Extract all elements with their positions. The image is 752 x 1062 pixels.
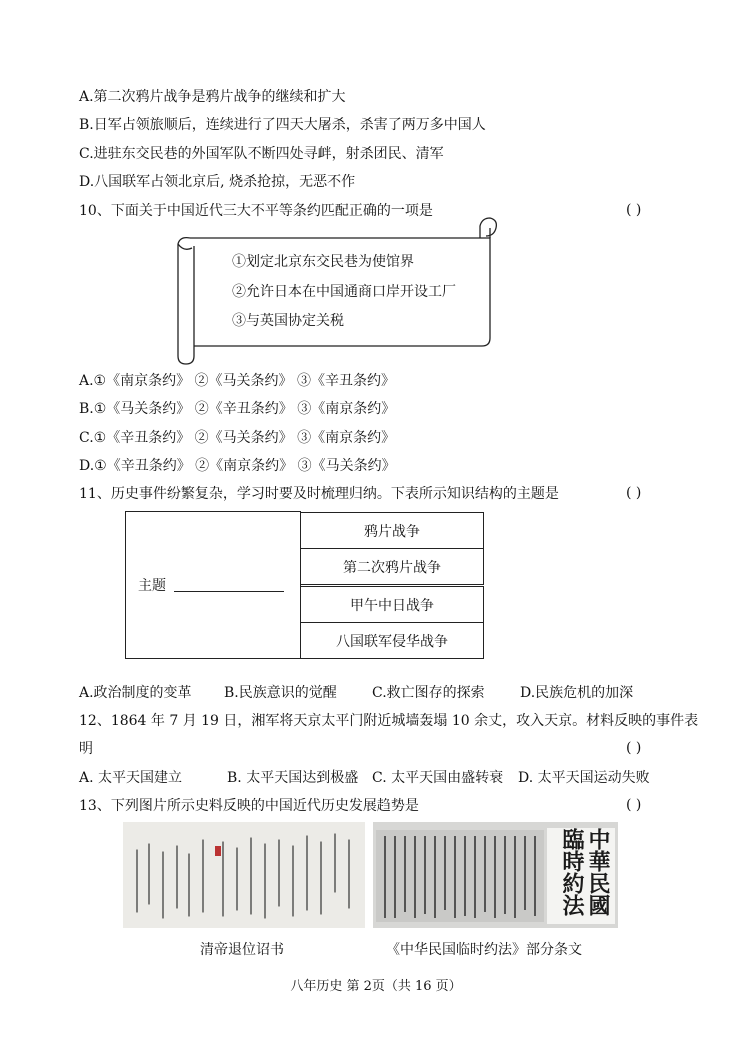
q10-option-a: A.①《南京条约》 ②《马关条约》 ③《辛丑条约》	[79, 373, 396, 389]
q9-option-a: A.第二次鸦片战争是鸦片战争的继续和扩大	[79, 89, 346, 105]
event-cell-3: 甲午中日战争	[300, 586, 484, 623]
q12-answer-paren: ( )	[626, 740, 642, 756]
q11-option-c: C.救亡图存的探索	[372, 685, 485, 701]
caption-provisional-constitution: 《中华民国临时约法》部分条文	[386, 942, 582, 958]
theme-blank-line	[174, 591, 284, 592]
event-cell-1: 鸦片战争	[300, 512, 484, 549]
q10-option-b: B.①《马关条约》 ②《辛丑条约》 ③《南京条约》	[79, 401, 396, 417]
q12-option-d: D. 太平天国运动失败	[518, 770, 650, 786]
q9-option-d: D.八国联军占领北京后, 烧杀抢掠，无恶不作	[79, 174, 356, 190]
q11-answer-paren: ( )	[626, 485, 642, 501]
q11-stem: 11、历史事件纷繁复杂，学习时要及时梳理归纳。下表所示知识结构的主题是	[79, 486, 559, 502]
q11-option-b: B.民族意识的觉醒	[224, 685, 337, 701]
q13-answer-paren: ( )	[626, 797, 642, 813]
q12-stem-line1: 12、1864 年 7 月 19 日，湘军将天京太平门附近城墙轰塌 10 余丈，攻入天京。材料反映的事件表	[79, 713, 699, 729]
q10-option-c: C.①《辛丑条约》 ②《马关条约》 ③《南京条约》	[79, 430, 396, 446]
caption-abdication-edict: 清帝退位诏书	[200, 942, 284, 958]
theme-cell	[125, 511, 301, 659]
scroll-item-3: ③与英国协定关税	[232, 313, 344, 329]
q13-stem: 13、下列图片所示史料反映的中国近代历史发展趋势是	[79, 798, 419, 814]
q11-option-d: D.民族危机的加深	[520, 685, 634, 701]
q11-option-a: A.政治制度的变革	[79, 685, 192, 701]
q10-option-d: D.①《辛丑条约》 ②《南京条约》 ③《马关条约》	[79, 458, 396, 474]
q12-option-c: C. 太平天国由盛转衰	[372, 770, 504, 786]
q12-option-a: A. 太平天国建立	[79, 770, 183, 786]
q9-option-c: C.进驻东交民巷的外国军队不断四处寻衅，射杀团民、清军	[79, 146, 444, 162]
abdication-edict-image	[123, 822, 365, 928]
scroll-item-2: ②允许日本在中国通商口岸开设工厂	[232, 284, 456, 300]
q9-option-b: B.日军占领旅顺后，连续进行了四天大屠杀，杀害了两万多中国人	[79, 117, 486, 133]
theme-label: 主题	[138, 578, 166, 594]
event-cell-4: 八国联军侵华战争	[300, 622, 484, 659]
provisional-constitution-image	[373, 822, 618, 928]
q12-option-b: B. 太平天国达到极盛	[227, 770, 359, 786]
q10-answer-paren: ( )	[626, 202, 642, 218]
page-footer: 八年历史 第 2页（共 16 页）	[290, 979, 462, 994]
q12-stem-line2: 明	[79, 741, 93, 757]
constitution-title-calligraphy: 中華民國臨時約法	[559, 828, 611, 916]
q10-stem: 10、下面关于中国近代三大不平等条约匹配正确的一项是	[79, 203, 433, 219]
scroll-item-1: ①划定北京东交民巷为使馆界	[232, 254, 414, 270]
event-cell-2: 第二次鸦片战争	[300, 548, 484, 585]
